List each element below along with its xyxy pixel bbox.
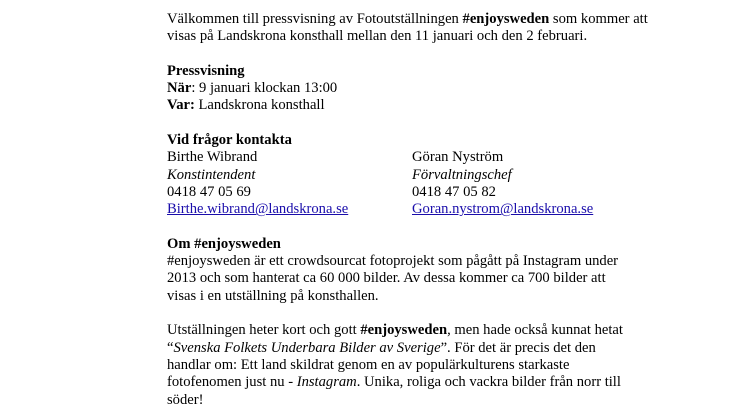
- where-line: [167, 97, 677, 114]
- intro-text-1: Välkommen till pressvisning av Fotoutställningen: [167, 11, 463, 27]
- when-value: : 9 januari klockan 13:00: [191, 80, 338, 97]
- quote-open: “: [167, 339, 174, 356]
- about-line: 2013 och som hanterat ca 60 000 bilder. Av dessa kommer ca 700 bilder att: [167, 270, 606, 287]
- contact-email-link[interactable]: Goran.nystrom@landskrona.se: [412, 201, 594, 218]
- contact-title: Konstintendent: [167, 166, 256, 183]
- contact-title: Förvaltningschef: [412, 166, 512, 183]
- contact-card-nystrom: [412, 149, 593, 218]
- exhibition-text: , men hade också kunnat hetat: [447, 322, 623, 339]
- contact-heading: Vid frågor kontakta: [167, 132, 292, 149]
- where-value: Landskrona konsthall: [194, 97, 325, 114]
- contact-card-wibrand: [167, 149, 348, 218]
- exhibition-hashtag: #enjoysweden: [360, 322, 448, 339]
- contact-phone: 0418 47 05 69: [167, 183, 251, 200]
- quote-title: Svenska Folkets Underbara Bilder av Sverige: [173, 339, 441, 356]
- contact-phone: 0418 47 05 82: [412, 183, 496, 200]
- about-line: visas i en utställning på konsthallen.: [167, 287, 379, 304]
- contact-email-link[interactable]: Birthe.wibrand@landskrona.se: [167, 201, 349, 218]
- intro-paragraph: [167, 11, 677, 46]
- quote-close: ”. För det är precis det den: [440, 339, 596, 356]
- about-line: #enjoysweden är ett crowdsourcat fotoprojekt som pågått på Instagram under: [167, 253, 619, 270]
- exhibition-text: fotofenomen just nu -: [167, 374, 297, 391]
- exhibition-line: söder!: [167, 391, 204, 408]
- contact-name: Göran Nyström: [412, 149, 504, 166]
- contact-name: Birthe Wibrand: [167, 149, 258, 166]
- exhibition-line: [167, 322, 677, 339]
- exhibition-line: [167, 340, 677, 357]
- instagram-text: Instagram: [296, 374, 357, 391]
- exhibition-text: . Unika, roliga och vackra bilder från norr till: [356, 374, 621, 391]
- exhibition-line: [167, 374, 677, 391]
- document-body: [167, 11, 677, 409]
- intro-hashtag: #enjoysweden: [462, 11, 550, 27]
- when-label: När: [167, 80, 192, 97]
- intro-text-2: som kommer att visas på Landskrona konsthall mellan den 11 januari och den 2 februari.: [167, 11, 648, 45]
- contact-list: [167, 149, 677, 218]
- about-heading: Om #enjoysweden: [167, 235, 281, 252]
- exhibition-text: Utställningen heter kort och gott: [167, 322, 361, 339]
- pressvisning-heading: Pressvisning: [167, 62, 245, 79]
- where-label: Var:: [167, 97, 195, 114]
- exhibition-line: handlar om: Ett land skildrat genom en av populärkulturens starkaste: [167, 356, 570, 373]
- when-line: [167, 80, 677, 97]
